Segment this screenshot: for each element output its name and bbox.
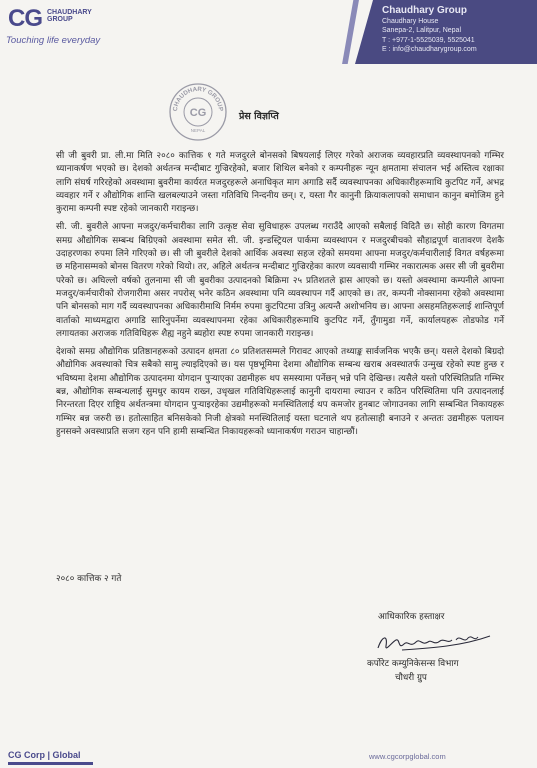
logo-name-line1: CHAUDHARY: [47, 9, 92, 16]
signature-label: आधिकारिक हस्ताक्षर: [378, 612, 445, 622]
svg-text:CG: CG: [189, 107, 207, 119]
logo-name-line2: GROUP: [47, 16, 73, 23]
address-street: Sanepa-2, Lalitpur, Nepal: [382, 27, 461, 35]
letterhead: [0, 0, 537, 64]
phone-number: T : +977-1-5525039, 5525041: [382, 36, 475, 44]
paragraph: सी. जी. बुवरीले आफ्ना मजदुर/कर्मचारीका लागि उत्कृष्ट सेवा सुविधाहरू उपलब्ध गराउँदै आएको सबैलाई विदितै छ। सोही कारण विगतमा समग्र औद्योगिक सम्बन्ध बिग्रिएको अवस्थामा समेत सी. जी. इन्डस्ट्रियल पार्कमा व्यवस्थापन र मजदुरबीचको सौहाद्रपूर्ण वातावरण देशकै उदाहरणका रुपमा लिने गरिएको छ। सी जी बुवरीले देशको आर्थिक अवस्था सहज रहेको समयमा आफ्ना मजदुर/कर्मचारीलाई विगत वर्षहरूमा छ महिनासम्मको बोनस वितरण गरेको थियो। तर, अहिले अर्थतन्त्र मन्दीबाट गुज्रिरहेका कारण व्यवसायी गम्भिर नकारात्मक असर सी जी बुवरीमा परेको छ। अघिल्लो वर्षको तुलनामा सी जी बुवरीका उत्पादनको बिक्रिमा २५ प्रतिशतले ह्रास आएको छ। यस्तो अवस्थामा कम्पनीले आफ्ना मजदुर/कर्मचारीको रोजगारीमा असर नपरोस् भनेर कठिन अवस्थामा पनि व्यवस्थापन गर्दै आएको छ। तर, कम्पनी नोक्सानमा रहेको अवस्थामा पनि बोनसको माग गर्दै व्यवस्थापनका अधिकारीमाथि निर्मम रुपमा कुटपिटमा उत्रिनु अत्यन्तै अशोभनिय छ। आफ्ना असहमतिहरूलाई शान्तिपूर्ण वार्ताको माध्यमद्वारा अगाडि सारिनुपर्नेमा व्यवस्थापनमा रहेका अधिकारीहरूमाथि कुटपिट गर्ने, तुँगामुडा गर्ने, कार्यालयहरू तोडफोड गर्ने लगायतका अराजक गतिविधिहरू शैह्य नहुने ब्यहोरा स्पष्ट रुपमा जानकारी गराइन्छ।: [56, 222, 504, 339]
department-name: कर्पोरेट कम्युनिकेसन्स विभाग: [367, 659, 459, 669]
letter-date: २०८० कात्तिक २ गते: [56, 574, 122, 584]
company-contact: [382, 5, 532, 54]
cg-logo-name: [47, 9, 107, 23]
press-release-title: प्रेस विज्ञप्ति: [239, 111, 279, 122]
group-name: चौधरी ग्रुप: [395, 673, 427, 683]
footer-website: www.cgcorpglobal.com: [369, 752, 446, 761]
paragraph: सी जी बुवरी प्रा. ली.मा मिति २०८० कात्तिक १ गते मजदुरले बोनसको बिषयलाई लिएर गरेको अराजक व्यवहारप्रति व्यवस्थापनको गम्भिर ध्यानाकर्षण भएको छ। देशको अर्थतन्त्र मन्दीबाट गुज्रिरहेको, बजार शिथिल बनेको र कम्पनीहरू न्यून क्षमतामा संचालन भई अस्तित्व रक्षाका लागि संघर्ष गरिरहेको अवस्थामा बुवरीमा कार्यरत मजदुरहरूले अनाधिकृत माग अगाडि सर्दै व्यवस्थापनका अधिकारीहरूमाथि कुटपिट गर्ने, अभद्र व्यवहार गर्ने र औद्योगिक शान्ति खलबल्याउने जस्ता गतिविधि निन्दनीय छन्। र, यस्ता गैर कानुनी क्रियाकलापको समाधान कानुन बमोजिम हुने कुरामा कम्पनी स्पष्ट रहेको जानकारी गराइन्छ।: [56, 151, 504, 215]
footer-brand-underline: [8, 762, 93, 765]
paragraph: देशको समग्र औद्योगिक प्रतिष्ठानहरूको उत्पादन क्षमता ८० प्रतिशतसम्मले गिरावट आएको तथ्याङ्क सार्वजनिक भएकै छन्। यसले देशको बिग्रदो औद्योगिक अवस्थाको चित्र सबैको सामु ल्याइदिएको छ। यस पृष्ठभूमिमा देशमा औद्योगिक सम्बन्ध खराब अवस्थातर्फ उन्मुख रहेको स्पष्ट हुन्छ र भविष्यमा देशमा औद्योगिक उत्पादनमा योगदान पुऱ्याएका उद्यमीहरू थप समस्यामा पर्नेछन् भन्ने पनि देखिन्छ। त्यसैले यस्तो परिस्थितिप्रति गम्भिर बन्न, औद्योगिक सम्बन्धलाई सुमधुर कायम राख्न, उधृखल गतिविधिहरूलाई कानुनी दायरामा ल्याउन र कठिन परिस्थितिमा पनि उत्पादनलाई निरन्तरता दिएर राष्ट्रिय अर्थतन्त्रमा योगदान पुऱ्याइरहेका उद्यमीहरूको मनस्थितिलाई थप कमजोर हुनबाट जोगाउनका लागि सम्बन्धित निकायहरू गम्भिर बन्न जरुरी छ। हतोत्साहित बनिसकेको निजी क्षेत्रको मनस्थितिलाई यस्ता घटनाले थप हतोत्साही बनाउने र अन्ततः उद्यमीहरू पलायन हुनसक्ने अवस्थाप्रति सजग रहन पनि हामी सम्बन्धित निकायहरूको ध्यानाकर्षण गराउन चाहान्छौं।: [56, 347, 504, 437]
tagline: Touching life everyday: [6, 35, 101, 46]
handwritten-signature: [372, 624, 507, 660]
svg-text:NEPAL: NEPAL: [190, 128, 206, 133]
email-address: E : info@chaudharygroup.com: [382, 45, 477, 53]
footer-brand: CG Corp | Global: [8, 750, 81, 760]
cg-logo-mark: CG: [8, 5, 42, 32]
company-name: Chaudhary Group: [382, 5, 468, 16]
company-seal: [168, 82, 228, 142]
letter-body: [56, 150, 504, 444]
address-house: Chaudhary House: [382, 18, 439, 25]
svg-text:CHAUDHARY GROUP: CHAUDHARY GROUP: [171, 85, 225, 112]
